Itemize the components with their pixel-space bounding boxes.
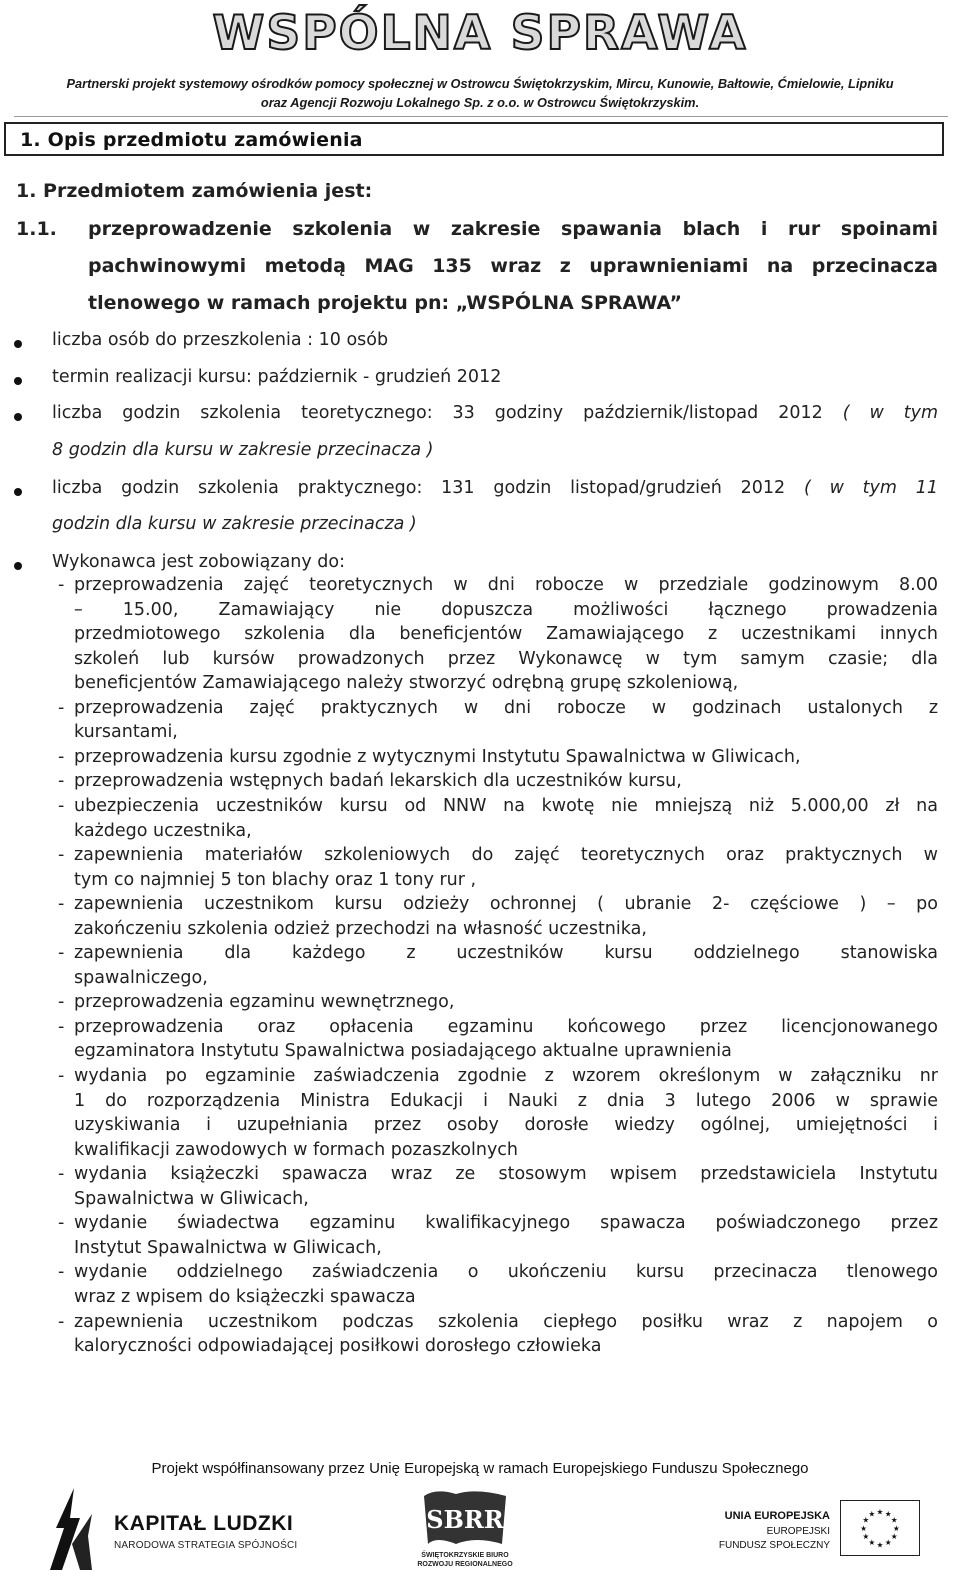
obligation-line: każdego uczestnika, — [74, 820, 252, 841]
bullet-dot — [14, 377, 22, 385]
obligation-line: przeprowadzenia zajęć teoretycznych w dni robocze w przedziale godzinowym 8.00 — [74, 575, 938, 595]
item-line-2: pachwinowymi metodą MAG 135 wraz z uprawnieniami na przecinacza — [88, 255, 938, 277]
obligation-line: kaloryczności odpowiadającej posiłkowi dorosłego człowieka — [74, 1336, 602, 1357]
item-line-3: tlenowego w ramach projektu pn: „WSPÓLNA SPRAWA” — [88, 292, 682, 314]
practice-hours-text: liczba godzin szkolenia praktycznego: 131 godzin listopad/grudzień 2012 — [52, 478, 786, 498]
obligation-line: zapewnienia dla każdego z uczestników kursu oddzielnego stanowiska — [74, 943, 938, 964]
eu-star-icon: ★ — [892, 1523, 900, 1533]
obligation-line: zapewnienia uczestnikom podczas szkolenia ciepłego posiłku wraz z napojem o — [74, 1311, 938, 1332]
theory-hours-note-start: ( w tym — [842, 403, 938, 423]
obligation-line: ubezpieczenia uczestników kursu od NNW na kwotę nie mniejszą niż 5.000,00 zł na — [74, 795, 938, 816]
obligation-dash: - — [58, 845, 65, 866]
subject-heading: 1. Przedmiotem zamówienia jest: — [16, 180, 373, 202]
eu-star-icon: ★ — [890, 1532, 898, 1542]
obligation-dash: - — [58, 771, 65, 792]
obligation-dash: - — [58, 746, 65, 767]
eu-star-icon: ★ — [862, 1532, 870, 1542]
eu-star-icon: ★ — [868, 1509, 876, 1519]
obligation-dash: - — [58, 1213, 65, 1234]
obligation-line: beneficjentów Zamawiającego należy stworzyć odrębną grupę szkoleniową, — [74, 673, 739, 694]
eu-label-social-fund: FUNDUSZ SPOŁECZNY — [718, 1540, 830, 1551]
obligation-line: wraz z wpisem do książeczki spawacza — [74, 1286, 416, 1307]
obligation-dash: - — [58, 1311, 65, 1332]
section-heading-box — [4, 122, 944, 156]
obligation-dash: - — [58, 1164, 65, 1185]
practice-hours-note-start: ( w tym 11 — [803, 478, 938, 498]
project-brand-title: WSPÓLNA SPRAWA — [212, 6, 748, 61]
bullet-theory-hours — [52, 403, 938, 423]
obligation-line: Spawalnictwa w Gliwicach, — [74, 1188, 309, 1209]
sbrr-caption-line-2: ROZWOJU REGIONALNEGO — [417, 1561, 513, 1568]
obligation-line: zakończeniu szkolenia odzież przechodzi na własność uczestnika, — [74, 918, 647, 939]
header-divider — [14, 116, 948, 117]
obligation-line: Instytut Spawalnictwa w Gliwicach, — [74, 1237, 382, 1258]
obligation-dash: - — [58, 1066, 65, 1086]
obligation-line: wydania książeczki spawacza wraz ze stosowym wpisem przedstawiciela Instytutu — [74, 1164, 938, 1185]
obligation-dash: - — [58, 894, 65, 915]
obligation-line: 1 do rozporządzenia Ministra Edukacji i Nauki z dnia 3 lutego 2006 w sprawie — [74, 1090, 938, 1111]
obligation-line: kwalifikacji zawodowych w formach pozaszkolnych — [74, 1139, 519, 1160]
eu-star-icon: ★ — [860, 1523, 868, 1533]
kapital-ludzki-title: KAPITAŁ LUDZKI — [114, 1512, 294, 1535]
eu-flag-icon — [840, 1500, 920, 1556]
obligation-line: wydanie oddzielnego zaświadczenia o ukończeniu kursu przecinacza tlenowego — [74, 1262, 938, 1283]
eu-star-icon: ★ — [884, 1538, 892, 1548]
eu-label-european: EUROPEJSKI — [766, 1526, 830, 1537]
eu-star-icon: ★ — [868, 1538, 876, 1548]
eu-star-icon: ★ — [884, 1509, 892, 1519]
obligation-line: zapewnienia materiałów szkoleniowych do zajęć teoretycznych oraz praktycznych w — [74, 845, 938, 866]
obligation-line: zapewnienia uczestnikom kursu odzieży ochronnej ( ubranie 2- częściowe ) – po — [74, 894, 938, 915]
obligation-line: tym co najmniej 5 ton blachy oraz 1 tony rur , — [74, 869, 477, 890]
obligation-line: wydanie świadectwa egzaminu kwalifikacyjnego spawacza poświadczonego przez — [74, 1213, 938, 1234]
sbrr-caption-line-1: ŚWIĘTOKRZYSKIE BIURO — [421, 1552, 509, 1559]
bullet-schedule: termin realizacji kursu: październik - grudzień 2012 — [52, 367, 502, 387]
obligation-line: kursantami, — [74, 722, 178, 743]
theory-hours-note-end: 8 godzin dla kursu w zakresie przecinacza ) — [52, 440, 434, 460]
bullet-dot — [14, 562, 22, 570]
theory-hours-text: liczba godzin szkolenia teoretycznego: 33 godziny październik/listopad 2012 — [52, 403, 823, 423]
obligation-dash: - — [58, 992, 65, 1013]
obligation-line: szkoleń lub kursów prowadzonych przez Wykonawcę w tym samym czasie; dla — [74, 648, 938, 669]
obligation-dash: - — [58, 1262, 65, 1283]
partners-line-1: Partnerski projekt systemowy ośrodków pomocy społecznej w Ostrowcu Świętokrzyskim, Mircu, Kunowie, Bałtowie, Ćmielowie, Lipniku — [66, 76, 894, 91]
obligation-line: spawalniczego, — [74, 967, 208, 988]
obligation-dash: - — [58, 795, 65, 816]
bullet-practice-hours — [52, 478, 938, 498]
obligation-line: przeprowadzenia oraz opłacenia egzaminu końcowego przez licencjonowanego — [74, 1016, 938, 1037]
obligation-line: uzyskiwania i uzupełniania przez osoby dorosłe wiedzy ogólnej, umiejętności i — [74, 1115, 938, 1136]
obligation-line: wydania po egzaminie zaświadczenia zgodnie z wzorem określonym w załączniku nr — [74, 1066, 938, 1086]
eu-star-icon: ★ — [890, 1515, 898, 1525]
obligation-dash: - — [58, 1016, 65, 1037]
obligation-dash: - — [58, 943, 65, 964]
section-title: 1. Opis przedmiotu zamówienia — [20, 129, 363, 151]
bullet-participants: liczba osób do przeszkolenia : 10 osób — [52, 330, 389, 350]
sbrr-logo — [416, 1486, 514, 1548]
bullet-dot — [14, 340, 22, 348]
eu-label-union: UNIA EUROPEJSKA — [724, 1510, 830, 1522]
document-header — [0, 0, 960, 120]
bullet-contractor-obligations: Wykonawca jest zobowiązany do: — [52, 552, 346, 572]
kapital-ludzki-subtitle: NARODOWA STRATEGIA SPÓJNOŚCI — [114, 1540, 298, 1551]
cofinance-note: Projekt współfinansowany przez Unię Europejską w ramach Europejskiego Funduszu Społecznego — [151, 1460, 809, 1477]
eu-star-icon: ★ — [876, 1540, 884, 1550]
partners-line-2: oraz Agencji Rozwoju Lokalnego Sp. z o.o. w Ostrowcu Świętokrzyskim. — [260, 95, 700, 110]
sbrr-logo-text: SBRR — [426, 1505, 504, 1534]
eu-star-icon: ★ — [862, 1515, 870, 1525]
obligation-line: przeprowadzenia egzaminu wewnętrznego, — [74, 992, 455, 1013]
item-number: 1.1. — [16, 218, 57, 240]
obligation-line: przedmiotowego szkolenia dla beneficjentów Zamawiającego z uczestnikami innych — [74, 624, 938, 645]
obligation-line: – 15.00, Zamawiający nie dopuszcza możliwości łącznego prowadzenia — [74, 599, 938, 620]
obligation-line: przeprowadzenia wstępnych badań lekarskich dla uczestników kursu, — [74, 771, 682, 792]
practice-hours-note-end: godzin dla kursu w zakresie przecinacza ) — [52, 514, 417, 534]
item-line-1: przeprowadzenie szkolenia w zakresie spawania blach i rur spoinami — [88, 218, 938, 240]
kapital-ludzki-logo-mark — [50, 1488, 92, 1570]
bullet-dot — [14, 488, 22, 496]
obligation-line: egzaminatora Instytutu Spawalnictwa posiadającego aktualne uprawnienia — [74, 1041, 732, 1062]
obligation-dash: - — [58, 697, 65, 718]
bullet-dot — [14, 413, 22, 421]
obligation-line: przeprowadzenia zajęć praktycznych w dni robocze w godzinach ustalonych z — [74, 697, 938, 718]
partners-description — [0, 74, 960, 112]
obligation-dash: - — [58, 575, 65, 595]
obligation-line: przeprowadzenia kursu zgodnie z wytycznymi Instytutu Spawalnictwa w Gliwicach, — [74, 746, 801, 767]
eu-star-icon: ★ — [876, 1507, 884, 1517]
